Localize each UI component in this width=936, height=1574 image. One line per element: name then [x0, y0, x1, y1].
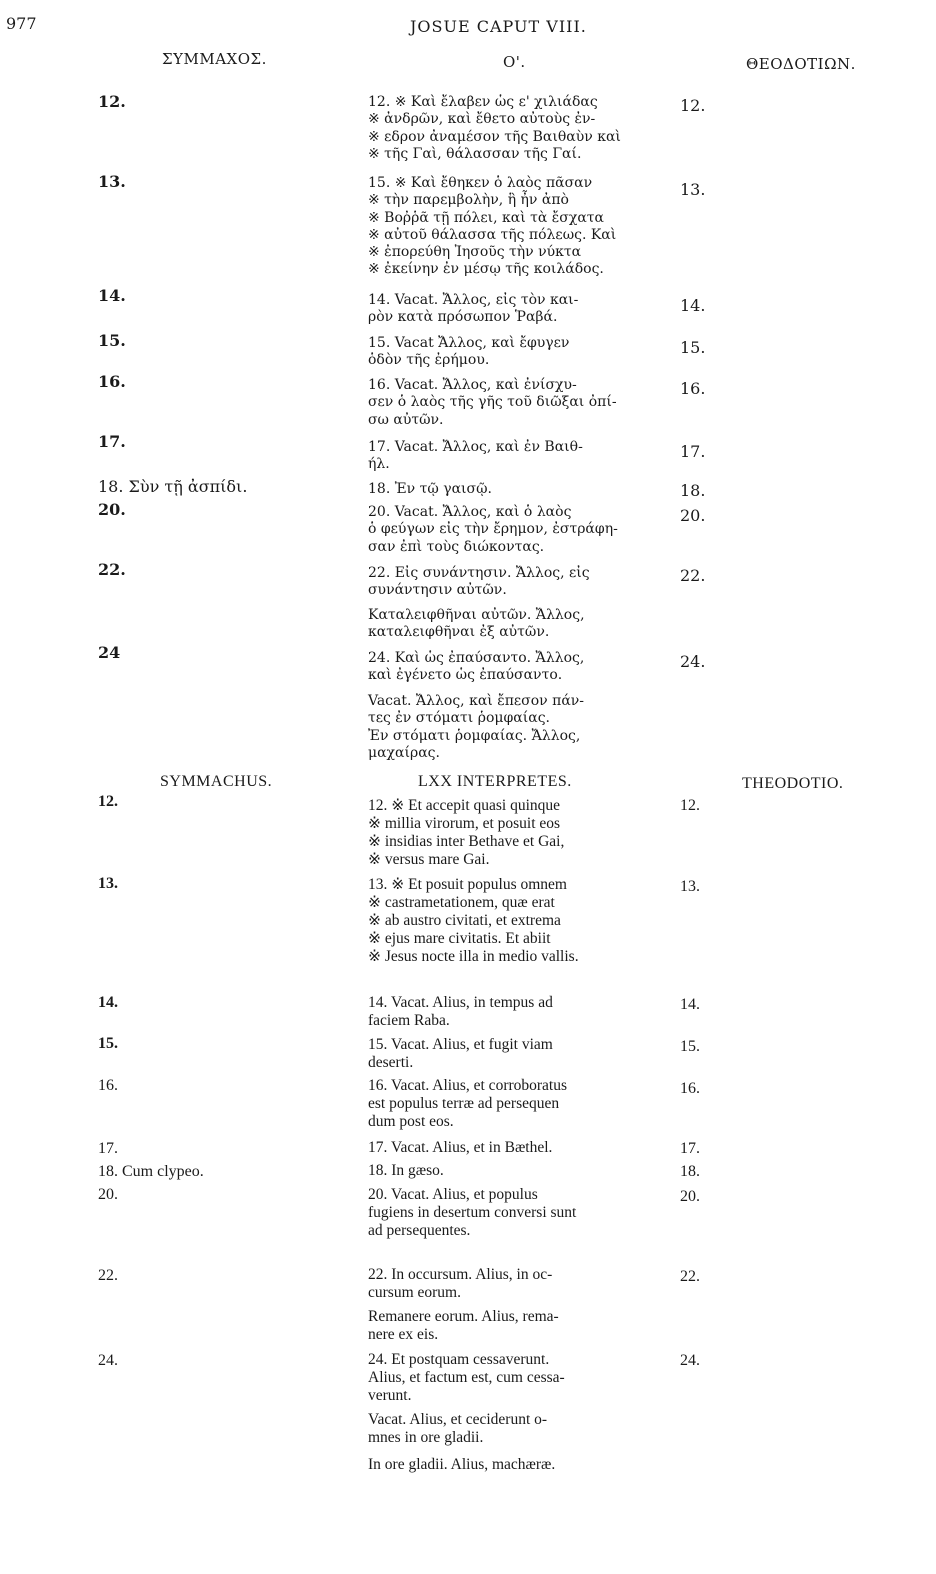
lxx-latin-verse-24c: [368, 1456, 648, 1474]
text-line: 18. In gæso.: [368, 1162, 444, 1179]
verse-number-left: 24: [98, 643, 121, 662]
verse-number-right: 22.: [680, 566, 706, 585]
text-line: Alius, et factum est, cum cessa-: [368, 1369, 565, 1386]
text-line: cursum eorum.: [368, 1284, 461, 1301]
text-line: 24. Καὶ ὡς ἐπαύσαντο. Ἄλλος,: [368, 650, 585, 666]
text-line: 22. Εἰς συνάντησιν. Ἄλλος, εἰς: [368, 565, 590, 581]
lxx-latin-verse-20: [368, 1186, 648, 1240]
verse-number-left: 13.: [98, 875, 118, 892]
text-line: καταλειφθῆναι ἐξ αὐτῶν.: [368, 624, 550, 641]
verse-number-left: 24.: [98, 1352, 118, 1369]
text-line: σαν ἐπὶ τοὺς διώκοντας.: [368, 538, 545, 555]
verse-number-right: 18.: [680, 1163, 700, 1180]
text-line: ※ τὴν παρεμβολὴν, ἣ ἦν ἀπὸ: [368, 192, 569, 209]
verse-number-right: 20.: [680, 506, 706, 525]
verse-number-left: 14.: [98, 286, 126, 305]
text-line: ὁδὸν τῆς ἐρήμου.: [368, 352, 490, 369]
verse-number-right: 15.: [680, 338, 706, 357]
text-line: nere ex eis.: [368, 1326, 439, 1343]
verse-number-left: 16.: [98, 372, 126, 391]
text-line: σεν ὁ λαὸς τῆς γῆς τοῦ διῶξαι ὀπί-: [368, 394, 617, 411]
page-number: 977: [6, 14, 37, 33]
text-line: verunt.: [368, 1387, 412, 1404]
verse-number-left: 16.: [98, 1077, 118, 1094]
verse-number-left: 15.: [98, 1035, 118, 1052]
text-line: 15. Vacat. Alius, et fugit viam: [368, 1036, 553, 1053]
text-line: μαχαίρας.: [368, 744, 440, 761]
text-line: ※ ἐπορεύθη Ἰησοῦς τὴν νύκτα: [368, 244, 582, 261]
verse-number-left: 14.: [98, 994, 118, 1011]
lxx-latin-verse-18: [368, 1162, 648, 1180]
verse-number-right: 16.: [680, 379, 706, 398]
verse-number-right: 17.: [680, 442, 706, 461]
running-title: JOSUE CAPUT VIII.: [410, 17, 587, 36]
lxx-greek-verse-14: [368, 292, 648, 327]
verse-number-left: 12.: [98, 793, 118, 810]
text-line: faciem Raba.: [368, 1012, 450, 1029]
text-line: ※ εδρον ἀναμέσον τῆς Βαιθαὺν καὶ: [368, 128, 621, 145]
lxx-latin-verse-24: [368, 1351, 648, 1405]
verse-number-right: 22.: [680, 1268, 700, 1285]
lxx-greek-verse-16: [368, 377, 648, 429]
heading-symmachus-latin: SYMMACHUS.: [160, 773, 273, 790]
text-line: 20. Vacat. Ἄλλος, καὶ ὁ λαὸς: [368, 504, 572, 520]
heading-symmachus-greek: ΣΥΜΜΑΧΟΣ.: [162, 50, 267, 68]
symmachus-reading: 18. Σὺν τῇ ἀσπίδι.: [98, 477, 248, 496]
verse-number-right: 12.: [680, 96, 706, 115]
text-line: ※ castrametationem, quæ erat: [368, 894, 555, 911]
lxx-latin-verse-14: [368, 994, 648, 1030]
text-line: est populus terræ ad persequen: [368, 1095, 560, 1112]
text-line: dum post eos.: [368, 1113, 454, 1130]
text-line: In ore gladii. Alius, machæræ.: [368, 1456, 556, 1473]
text-line: deserti.: [368, 1054, 414, 1071]
text-line: Καταλειφθῆναι αὐτῶν. Ἄλλος,: [368, 607, 585, 623]
verse-number-left: 22.: [98, 1267, 118, 1284]
text-line: ※ insidias inter Bethave et Gai,: [368, 833, 565, 850]
verse-number-right: 16.: [680, 1080, 700, 1097]
heading-lxx-latin: LXX INTERPRETES.: [418, 773, 572, 790]
symmachus-reading: 18. Cum clypeo.: [98, 1163, 204, 1180]
lxx-greek-verse-12: [368, 94, 648, 163]
text-line: ※ millia virorum, et posuit eos: [368, 815, 561, 832]
text-line: 20. Vacat. Alius, et populus: [368, 1186, 538, 1203]
text-line: ※ ἐκείνην ἐν μέσῳ τῆς κοιλάδος.: [368, 261, 604, 278]
lxx-latin-verse-22: [368, 1266, 648, 1302]
lxx-latin-verse-13: [368, 876, 648, 966]
text-line: 12. ※ Et accepit quasi quinque: [368, 797, 561, 814]
verse-number-right: 13.: [680, 878, 700, 895]
text-line: ※ versus mare Gai.: [368, 851, 490, 868]
text-line: τες ἐν στόματι ῥομφαίας.: [368, 710, 550, 727]
text-line: 13. ※ Et posuit populus omnem: [368, 876, 567, 893]
text-line: Vacat. Ἄλλος, καὶ ἔπεσον πάν-: [368, 693, 585, 709]
text-line: 17. Vacat. Ἄλλος, καὶ ἐν Βαιθ-: [368, 439, 583, 455]
text-line: ※ ejus mare civitatis. Et abiit: [368, 930, 551, 947]
text-line: 15. Vacat Ἄλλος, καὶ ἔφυγεν: [368, 335, 570, 351]
text-line: 14. Vacat. Ἄλλος, εἰς τὸν και-: [368, 292, 579, 308]
text-line: 18. Ἐν τῷ γαισῷ.: [368, 481, 492, 497]
verse-number-left: 17.: [98, 1140, 118, 1157]
text-line: mnes in ore gladii.: [368, 1429, 484, 1446]
lxx-latin-verse-24b: [368, 1411, 648, 1447]
text-line: συνάντησιν αὐτῶν.: [368, 582, 507, 599]
lxx-greek-verse-24b: [368, 693, 648, 762]
lxx-greek-verse-18: [368, 481, 648, 498]
lxx-latin-verse-12: [368, 797, 648, 869]
text-line: ※ Jesus nocte illa in medio vallis.: [368, 948, 579, 965]
text-line: ήλ.: [368, 456, 390, 473]
text-line: ※ τῆς Γαὶ, θάλασσαν τῆς Γαί.: [368, 145, 582, 162]
lxx-greek-verse-15: [368, 335, 648, 370]
text-line: 14. Vacat. Alius, in tempus ad: [368, 994, 553, 1011]
text-line: 12. ※ Καὶ ἔλαβεν ὡς ε' χιλιάδας: [368, 94, 598, 110]
lxx-latin-verse-17: [368, 1139, 648, 1157]
text-line: 16. Vacat. Ἄλλος, καὶ ἐνίσχυ-: [368, 377, 577, 393]
verse-number-right: 24.: [680, 1352, 700, 1369]
heading-theodotion-latin: THEODOTIO.: [742, 775, 844, 792]
text-line: ※ Βοῤῥᾶ τῇ πόλει, καὶ τὰ ἔσχατα: [368, 209, 604, 226]
verse-number-left: 15.: [98, 331, 126, 350]
text-line: καὶ ἐγένετο ὡς ἐπαύσαντο.: [368, 667, 563, 684]
verse-number-right: 18.: [680, 481, 706, 500]
verse-number-left: 17.: [98, 432, 126, 451]
lxx-greek-verse-17: [368, 439, 648, 474]
verse-number-left: 20.: [98, 1186, 118, 1203]
text-line: ὁ φεύγων εἰς τὴν ἔρημον, ἐστράφη-: [368, 521, 618, 538]
text-line: 16. Vacat. Alius, et corroboratus: [368, 1077, 568, 1094]
text-line: ※ αὐτοῦ θάλασσα τῆς πόλεως. Καὶ: [368, 226, 617, 243]
text-line: ※ ab austro civitati, et extrema: [368, 912, 561, 929]
lxx-greek-verse-22b: [368, 607, 648, 642]
heading-theodotion-greek: ΘΕΟΔΟΤΙΩΝ.: [746, 55, 856, 73]
heading-lxx-greek: Ο'.: [503, 53, 526, 71]
lxx-greek-verse-22: [368, 565, 648, 600]
text-line: 24. Et postquam cessaverunt.: [368, 1351, 550, 1368]
lxx-latin-verse-15: [368, 1036, 648, 1072]
text-line: ad persequentes.: [368, 1222, 471, 1239]
lxx-greek-verse-20: [368, 504, 648, 556]
verse-number-left: 12.: [98, 92, 126, 111]
verse-number-left: 20.: [98, 500, 126, 519]
verse-number-right: 17.: [680, 1140, 700, 1157]
text-line: Ἐν στόματι ῥομφαίας. Ἄλλος,: [368, 727, 581, 744]
text-line: ρὸν κατὰ πρόσωπον Ῥαβά.: [368, 309, 558, 326]
verse-number-right: 14.: [680, 996, 700, 1013]
text-line: 15. ※ Καὶ ἔθηκεν ὁ λαὸς πᾶσαν: [368, 175, 593, 191]
lxx-latin-verse-16: [368, 1077, 648, 1131]
text-line: Remanere eorum. Alius, rema-: [368, 1308, 559, 1325]
text-line: 17. Vacat. Alius, et in Bæthel.: [368, 1139, 553, 1156]
text-line: fugiens in desertum conversi sunt: [368, 1204, 577, 1221]
lxx-greek-verse-13: [368, 175, 648, 279]
verse-number-right: 12.: [680, 797, 700, 814]
verse-number-right: 20.: [680, 1188, 700, 1205]
text-line: ※ ἀνδρῶν, καὶ ἔθετο αὐτοὺς ἐν-: [368, 111, 596, 128]
lxx-latin-verse-22b: [368, 1308, 648, 1344]
verse-number-left: 13.: [98, 172, 126, 191]
verse-number-right: 15.: [680, 1038, 700, 1055]
verse-number-left: 22.: [98, 560, 126, 579]
verse-number-right: 24.: [680, 652, 706, 671]
text-line: 22. In occursum. Alius, in oc-: [368, 1266, 553, 1283]
lxx-greek-verse-24: [368, 650, 648, 685]
text-line: σω αὐτῶν.: [368, 411, 444, 428]
text-line: Vacat. Alius, et ceciderunt o-: [368, 1411, 548, 1428]
verse-number-right: 14.: [680, 296, 706, 315]
verse-number-right: 13.: [680, 180, 706, 199]
